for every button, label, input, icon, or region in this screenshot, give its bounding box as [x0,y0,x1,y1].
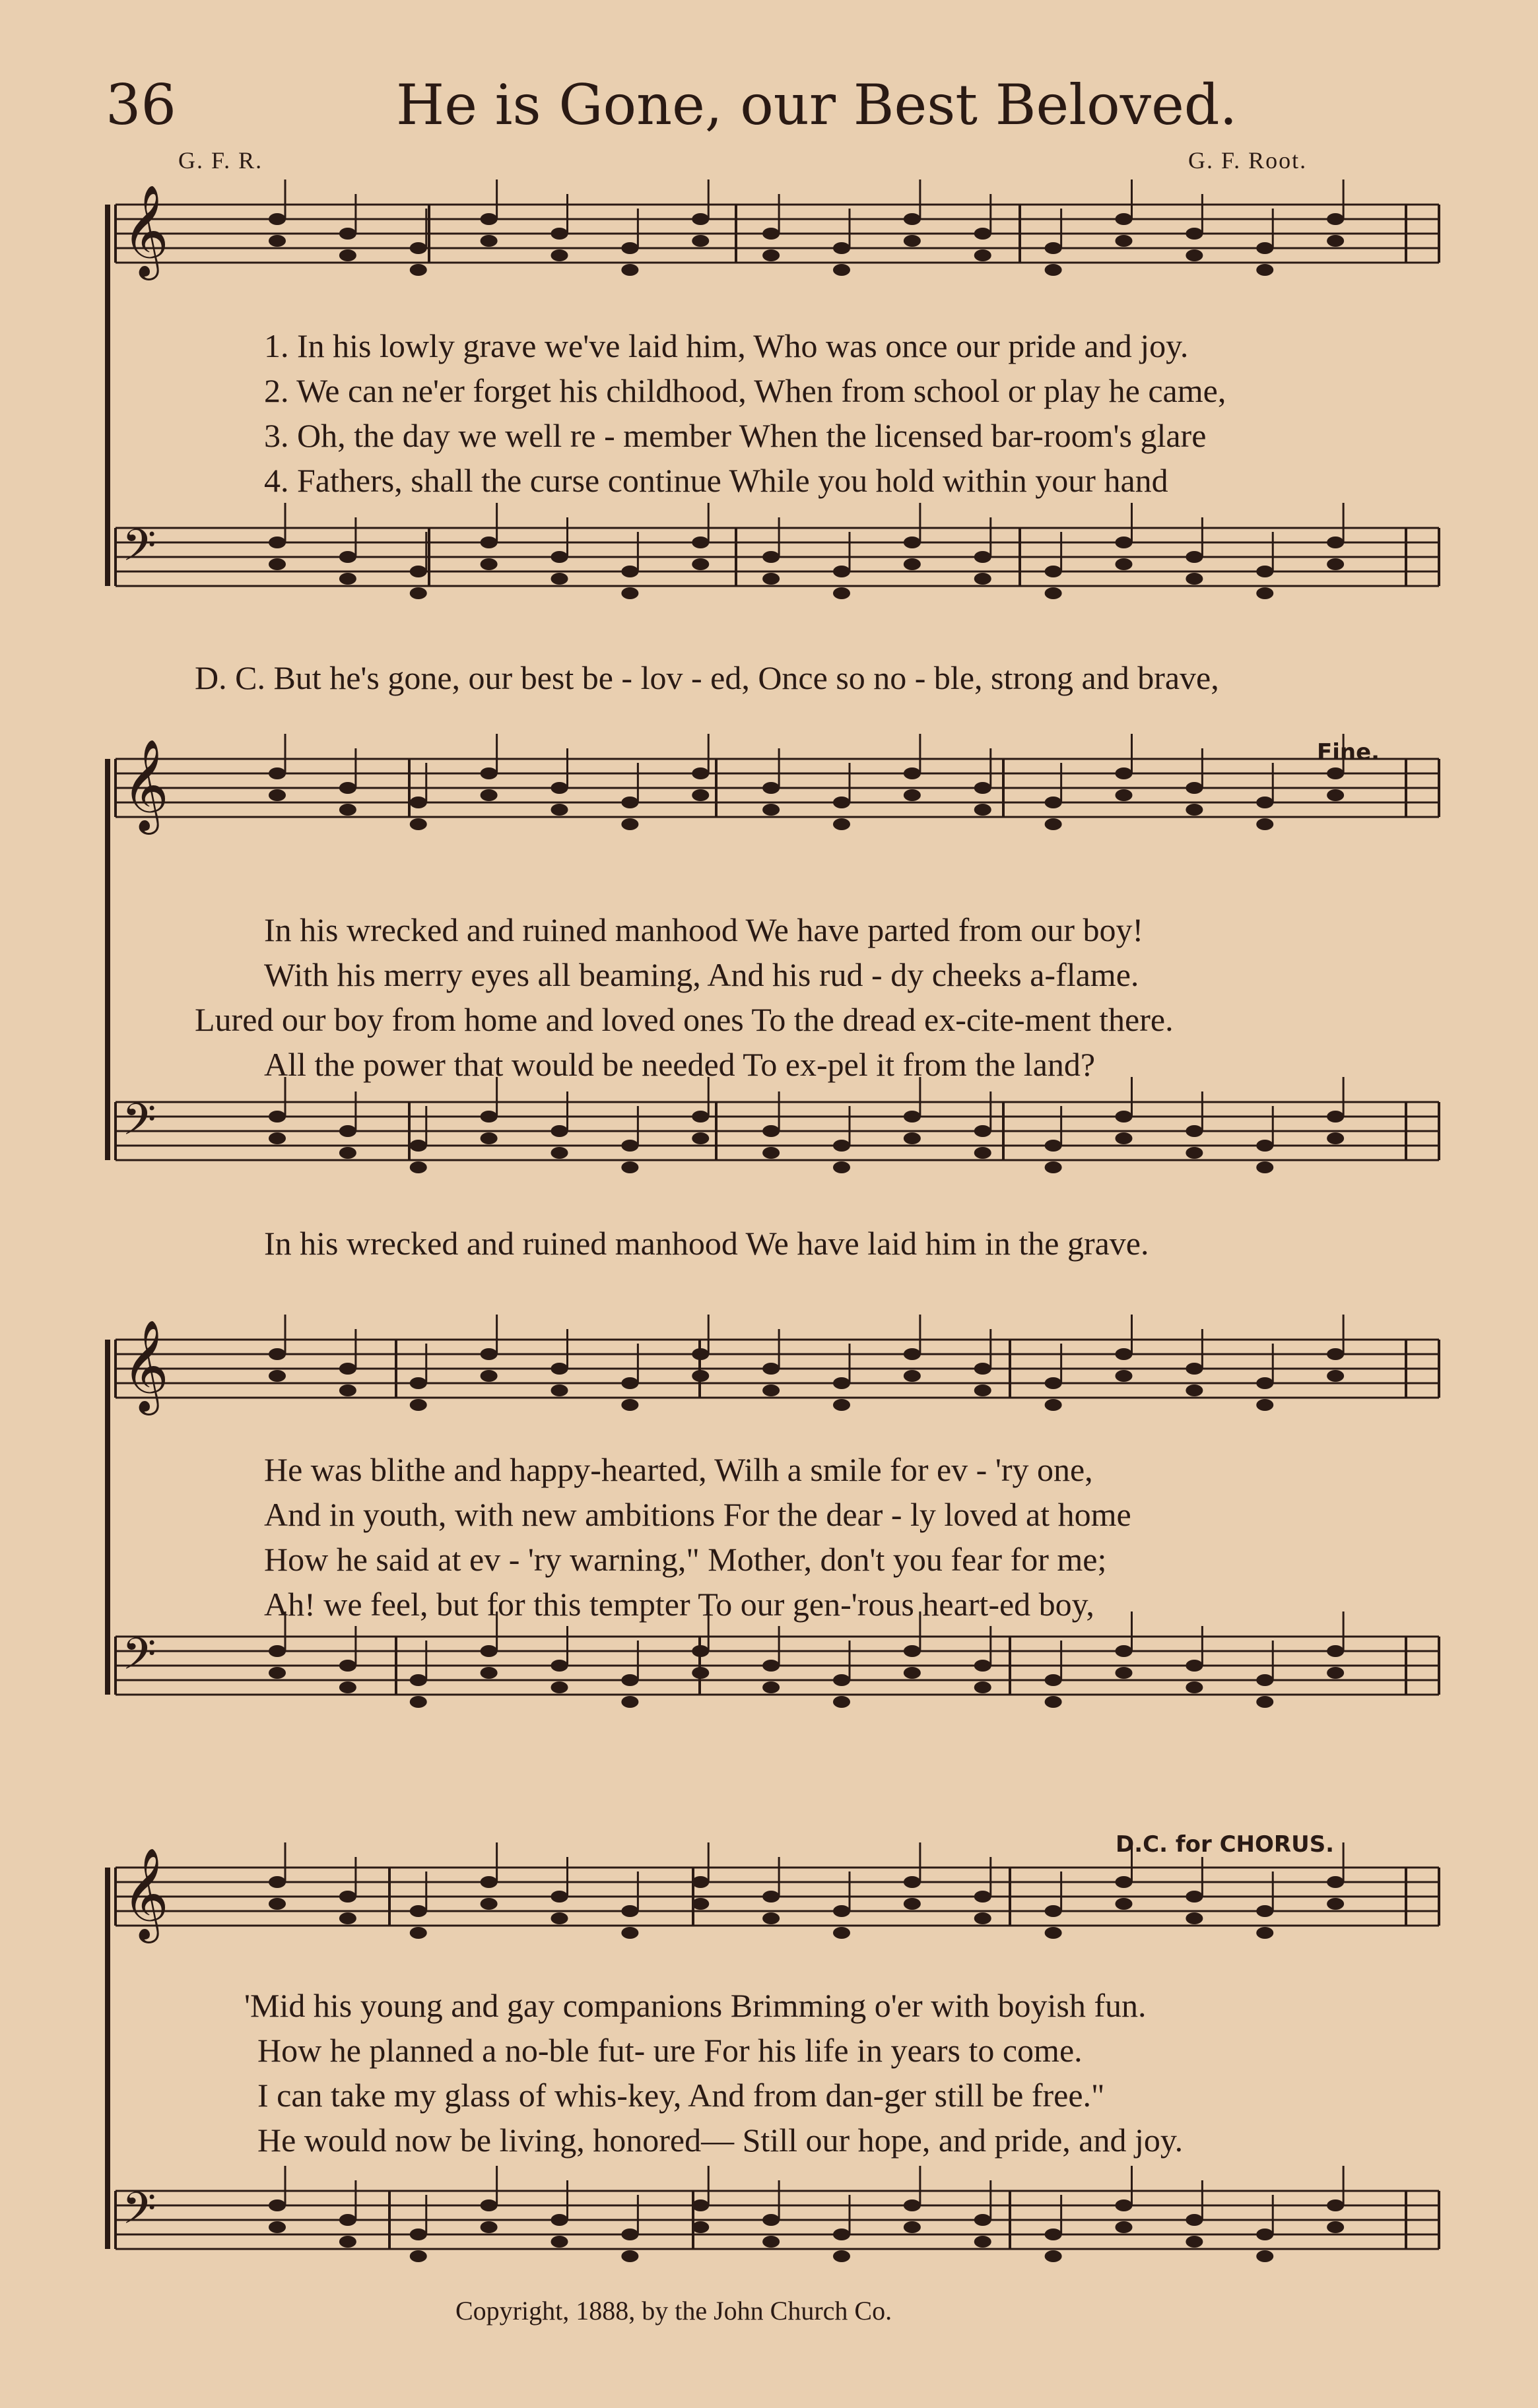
verse-line: 3. Oh, the day we well re - member When the licensed bar-room's glare [264,417,1207,454]
verse-line: And in youth, with new ambitions For the dear - ly loved at home [264,1496,1131,1533]
svg-text:𝄞: 𝄞 [122,1848,169,1939]
svg-text:𝄢: 𝄢 [122,1094,156,1155]
verse-line: Lured our boy from home and loved ones To the dread ex-cite-ment there. [195,1001,1174,1038]
chorus-line: D. C. But he's gone, our best be - lov - ed, Once so no - ble, strong and brave, [195,659,1219,696]
copyright-notice: Copyright, 1888, by the John Church Co. [455,2296,892,2326]
page-number: 36 [106,73,176,137]
verse-line: 1. In his lowly grave we've laid him, Who was once our pride and joy. [264,327,1189,364]
verse-line: Ah! we feel, but for this tempter To our gen-'rous heart-ed boy, [264,1586,1094,1623]
hymn-title: He is Gone, our Best Beloved. [396,73,1238,137]
verse-line: How he planned a no-ble fut- ure For his life in years to come. [257,2032,1083,2069]
svg-text:𝄢: 𝄢 [122,1629,156,1690]
verse-line: 'Mid his young and gay companions Brimming o'er with boyish fun. [244,1987,1147,2024]
verse-line: He was blithe and happy-hearted, Wilh a smile for ev - 'ry one, [264,1451,1093,1488]
svg-text:𝄞: 𝄞 [122,185,169,277]
svg-text:𝄞: 𝄞 [122,739,169,831]
verse-line: 2. We can ne'er forget his childhood, When from school or play he came, [264,372,1226,409]
verse-line: I can take my glass of whis-key, And from dan-ger still be free." [257,2077,1105,2114]
fine-label: Fine. [1317,739,1380,765]
verse-line: In his wrecked and ruined manhood We have parted from our boy! [264,911,1144,948]
svg-text:𝄢: 𝄢 [122,2183,156,2244]
verse-line: With his merry eyes all beaming, And his rud - dy cheeks a-flame. [264,956,1139,993]
svg-text:𝄞: 𝄞 [122,1320,169,1412]
verse-line: All the power that would be needed To ex-pel it from the land? [264,1046,1096,1083]
verse-line: 4. Fathers, shall the curse continue While you hold within your hand [264,462,1168,499]
verse-line: How he said at ev - 'ry warning," Mother, don't you fear for me; [264,1541,1107,1578]
verse-line: He would now be living, honored— Still our hope, and pride, and joy. [257,2122,1184,2159]
svg-text:𝄢: 𝄢 [122,520,156,581]
composer-credit: G. F. Root. [1188,147,1308,174]
chorus-line: In his wrecked and ruined manhood We have laid him in the grave. [264,1225,1149,1262]
lyricist-credit: G. F. R. [178,147,263,174]
dc-chorus-label: D.C. for CHORUS. [1116,1831,1335,1858]
